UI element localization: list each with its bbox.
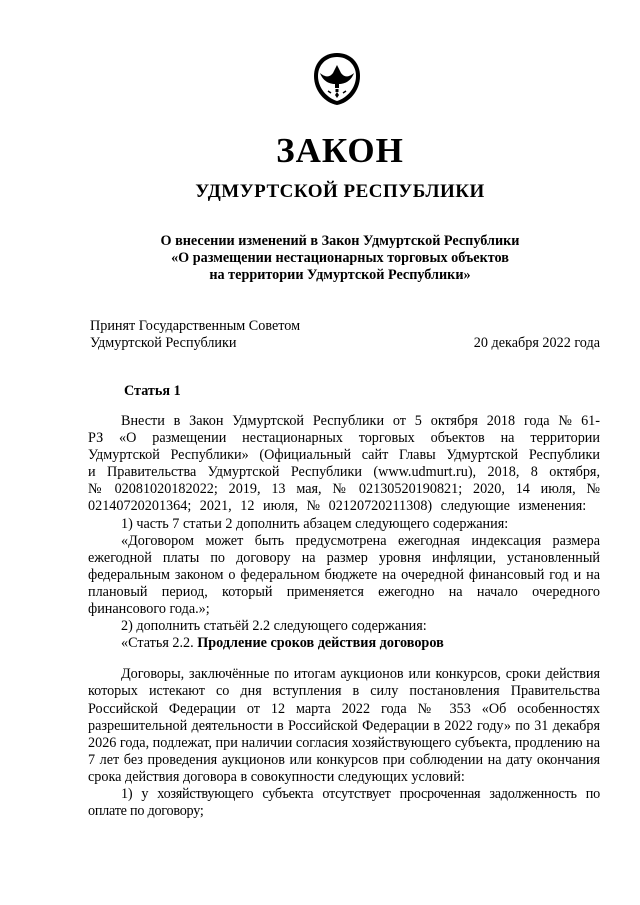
new-article-heading xyxy=(88,635,600,652)
adoption-date: 20 декабря 2022 года xyxy=(473,335,600,351)
paragraph: «Договором может быть предусмотрена ежегодная индексация размера ежегодной платы по договору на размер уровня инфляции, установленный федеральным законом о федеральном бюджете на очередной финансовый год и на плановый период, который применяется ежегодно на начало очередного финансового года.»; xyxy=(88,532,600,618)
emblem-icon xyxy=(311,51,363,107)
paragraph: Договоры, заключённые по итогам аукционов или конкурсов, сроки действия которых истекают со дня вступления в силу постановления Правительства Российской Федерации от 12 марта 2022 года № 353 «Об особенностях разрешительной деятельности в Российской Федерации в 2022 году» по 31 декабря 2026 года, подлежат, при наличии согласия хозяйствующего субъекта, продлению на 7 лет без проведения аукционов или конкурсов при соблюдении на дату окончания срока действия договора в совокупности следующих условий: xyxy=(88,666,600,785)
paragraph: 1) у хозяйствующего субъекта отсутствует просроченная задолженность по оплате по договору; xyxy=(88,785,600,820)
adoption-info xyxy=(90,318,300,352)
paragraph: Внести в Закон Удмуртской Республики от 5 октября 2018 года № 61-РЗ «О размещении нестационарных торговых объектов на территории Удмуртской Республики» (Официальный сайт Главы Удмуртской Республики и Правительства Удмуртской Республики (www.udmurt.ru), 2018, 8 октября, № 02081020182022; 2019, 13 мая, № 02130520190821; 2020, 14 июля, № 02140720201364; 2021, 12 июля, № 02120720211308) следующие изменения: xyxy=(88,413,600,515)
republic-title: УДМУРТСКОЙ РЕСПУБЛИКИ xyxy=(195,181,485,202)
article-body xyxy=(88,413,600,820)
law-subject xyxy=(0,233,640,284)
adoption-line: Удмуртской Республики xyxy=(90,335,237,351)
adoption-line: Принят Государственным Советом xyxy=(90,318,301,334)
subject-line: «О размещении нестационарных торговых объектов xyxy=(171,250,509,266)
article-heading: Статья 1 xyxy=(124,383,181,399)
subject-line: на территории Удмуртской Республики» xyxy=(209,267,471,283)
new-article-title: Продление сроков действия договоров xyxy=(197,635,444,652)
paragraph: 1) часть 7 статьи 2 дополнить абзацем следующего содержания: xyxy=(121,515,509,532)
new-article-prefix: «Статья 2.2. xyxy=(121,635,198,652)
paragraph: 2) дополнить статьёй 2.2 следующего содержания: xyxy=(121,618,427,635)
law-title: ЗАКОН xyxy=(276,131,404,170)
subject-line: О внесении изменений в Закон Удмуртской Республики xyxy=(160,233,520,249)
